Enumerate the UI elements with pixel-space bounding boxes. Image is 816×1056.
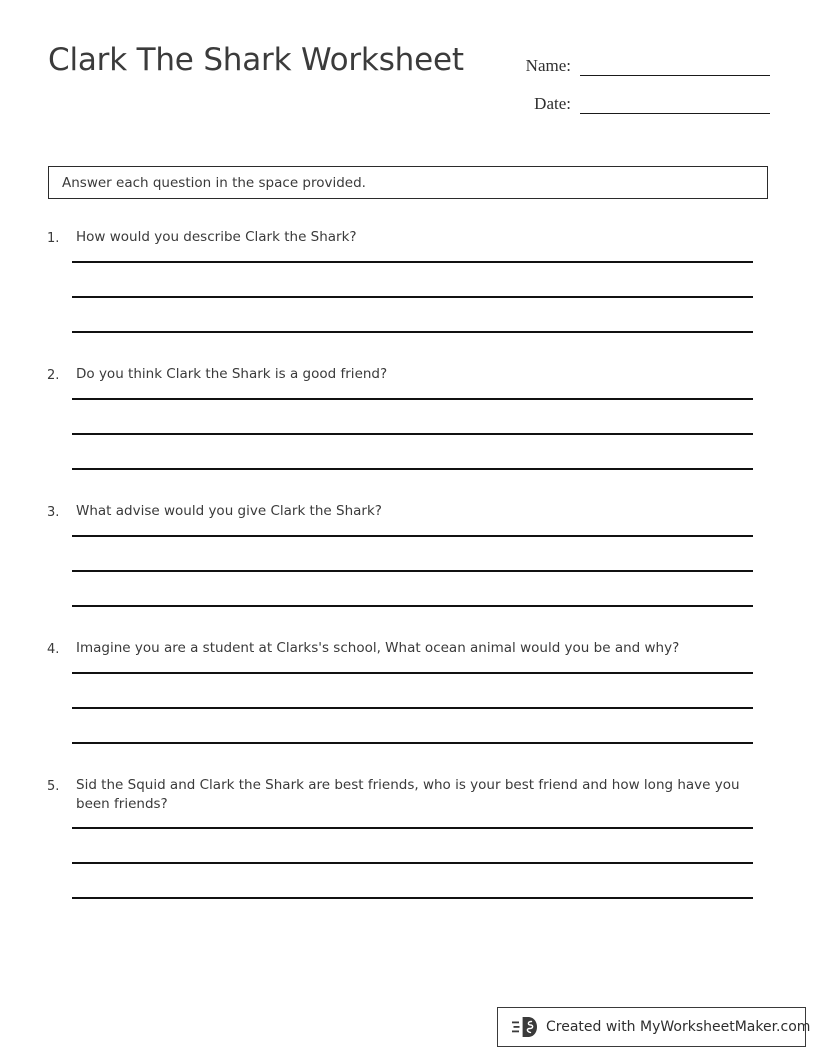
myworksheetmaker-logo-icon [512, 1015, 538, 1039]
question-number: 4. [47, 642, 60, 657]
answer-line[interactable] [72, 433, 753, 435]
answer-line[interactable] [72, 331, 753, 333]
answer-line[interactable] [72, 742, 753, 744]
question-header [0, 365, 816, 385]
date-field-label: Date: [534, 94, 571, 113]
question-header [0, 502, 816, 522]
question-text: Imagine you are a student at Clarks's school, What ocean animal would you be and why? [76, 640, 680, 656]
answer-lines [0, 261, 816, 333]
instructions-text: Answer each question in the space provided. [62, 174, 366, 191]
question-block [0, 228, 816, 333]
answer-line[interactable] [72, 827, 753, 829]
page-title: Clark The Shark Worksheet [48, 42, 464, 78]
answer-line[interactable] [72, 570, 753, 572]
question-text: What advise would you give Clark the Shark? [76, 503, 382, 519]
question-header [0, 228, 816, 248]
answer-line[interactable] [72, 468, 753, 470]
name-field-row [500, 38, 770, 76]
name-field-label: Name: [525, 56, 571, 75]
answer-lines [0, 398, 816, 470]
worksheet-header [0, 38, 816, 128]
answer-line[interactable] [72, 605, 753, 607]
question-text: How would you describe Clark the Shark? [76, 229, 357, 245]
question-number: 5. [47, 779, 60, 794]
question-text: Do you think Clark the Shark is a good friend? [76, 366, 388, 382]
date-input-line[interactable] [580, 95, 770, 114]
answer-line[interactable] [72, 897, 753, 899]
footer-attribution-badge[interactable] [497, 1007, 811, 1047]
answer-line[interactable] [72, 707, 753, 709]
question-number: 3. [47, 505, 60, 520]
question-text: Sid the Squid and Clark the Shark are best friends, who is your best friend and how long have you been friends? [76, 777, 740, 812]
instructions-box [48, 166, 768, 199]
date-field-row [500, 76, 770, 114]
question-number: 2. [47, 368, 60, 383]
question-block [0, 776, 816, 899]
name-input-line[interactable] [580, 57, 770, 76]
questions-list [0, 228, 816, 899]
question-header [0, 639, 816, 659]
answer-line[interactable] [72, 862, 753, 864]
answer-lines [0, 535, 816, 607]
answer-lines [0, 672, 816, 744]
answer-line[interactable] [72, 261, 753, 263]
question-header [0, 776, 816, 814]
answer-line[interactable] [72, 398, 753, 400]
answer-lines [0, 827, 816, 899]
student-info-fields [500, 38, 770, 114]
answer-line[interactable] [72, 296, 753, 298]
answer-line[interactable] [72, 672, 753, 674]
footer-attribution-text: Created with MyWorksheetMaker.com [546, 1019, 811, 1035]
question-number: 1. [47, 231, 60, 246]
question-block [0, 502, 816, 607]
question-block [0, 365, 816, 470]
question-block [0, 639, 816, 744]
answer-line[interactable] [72, 535, 753, 537]
